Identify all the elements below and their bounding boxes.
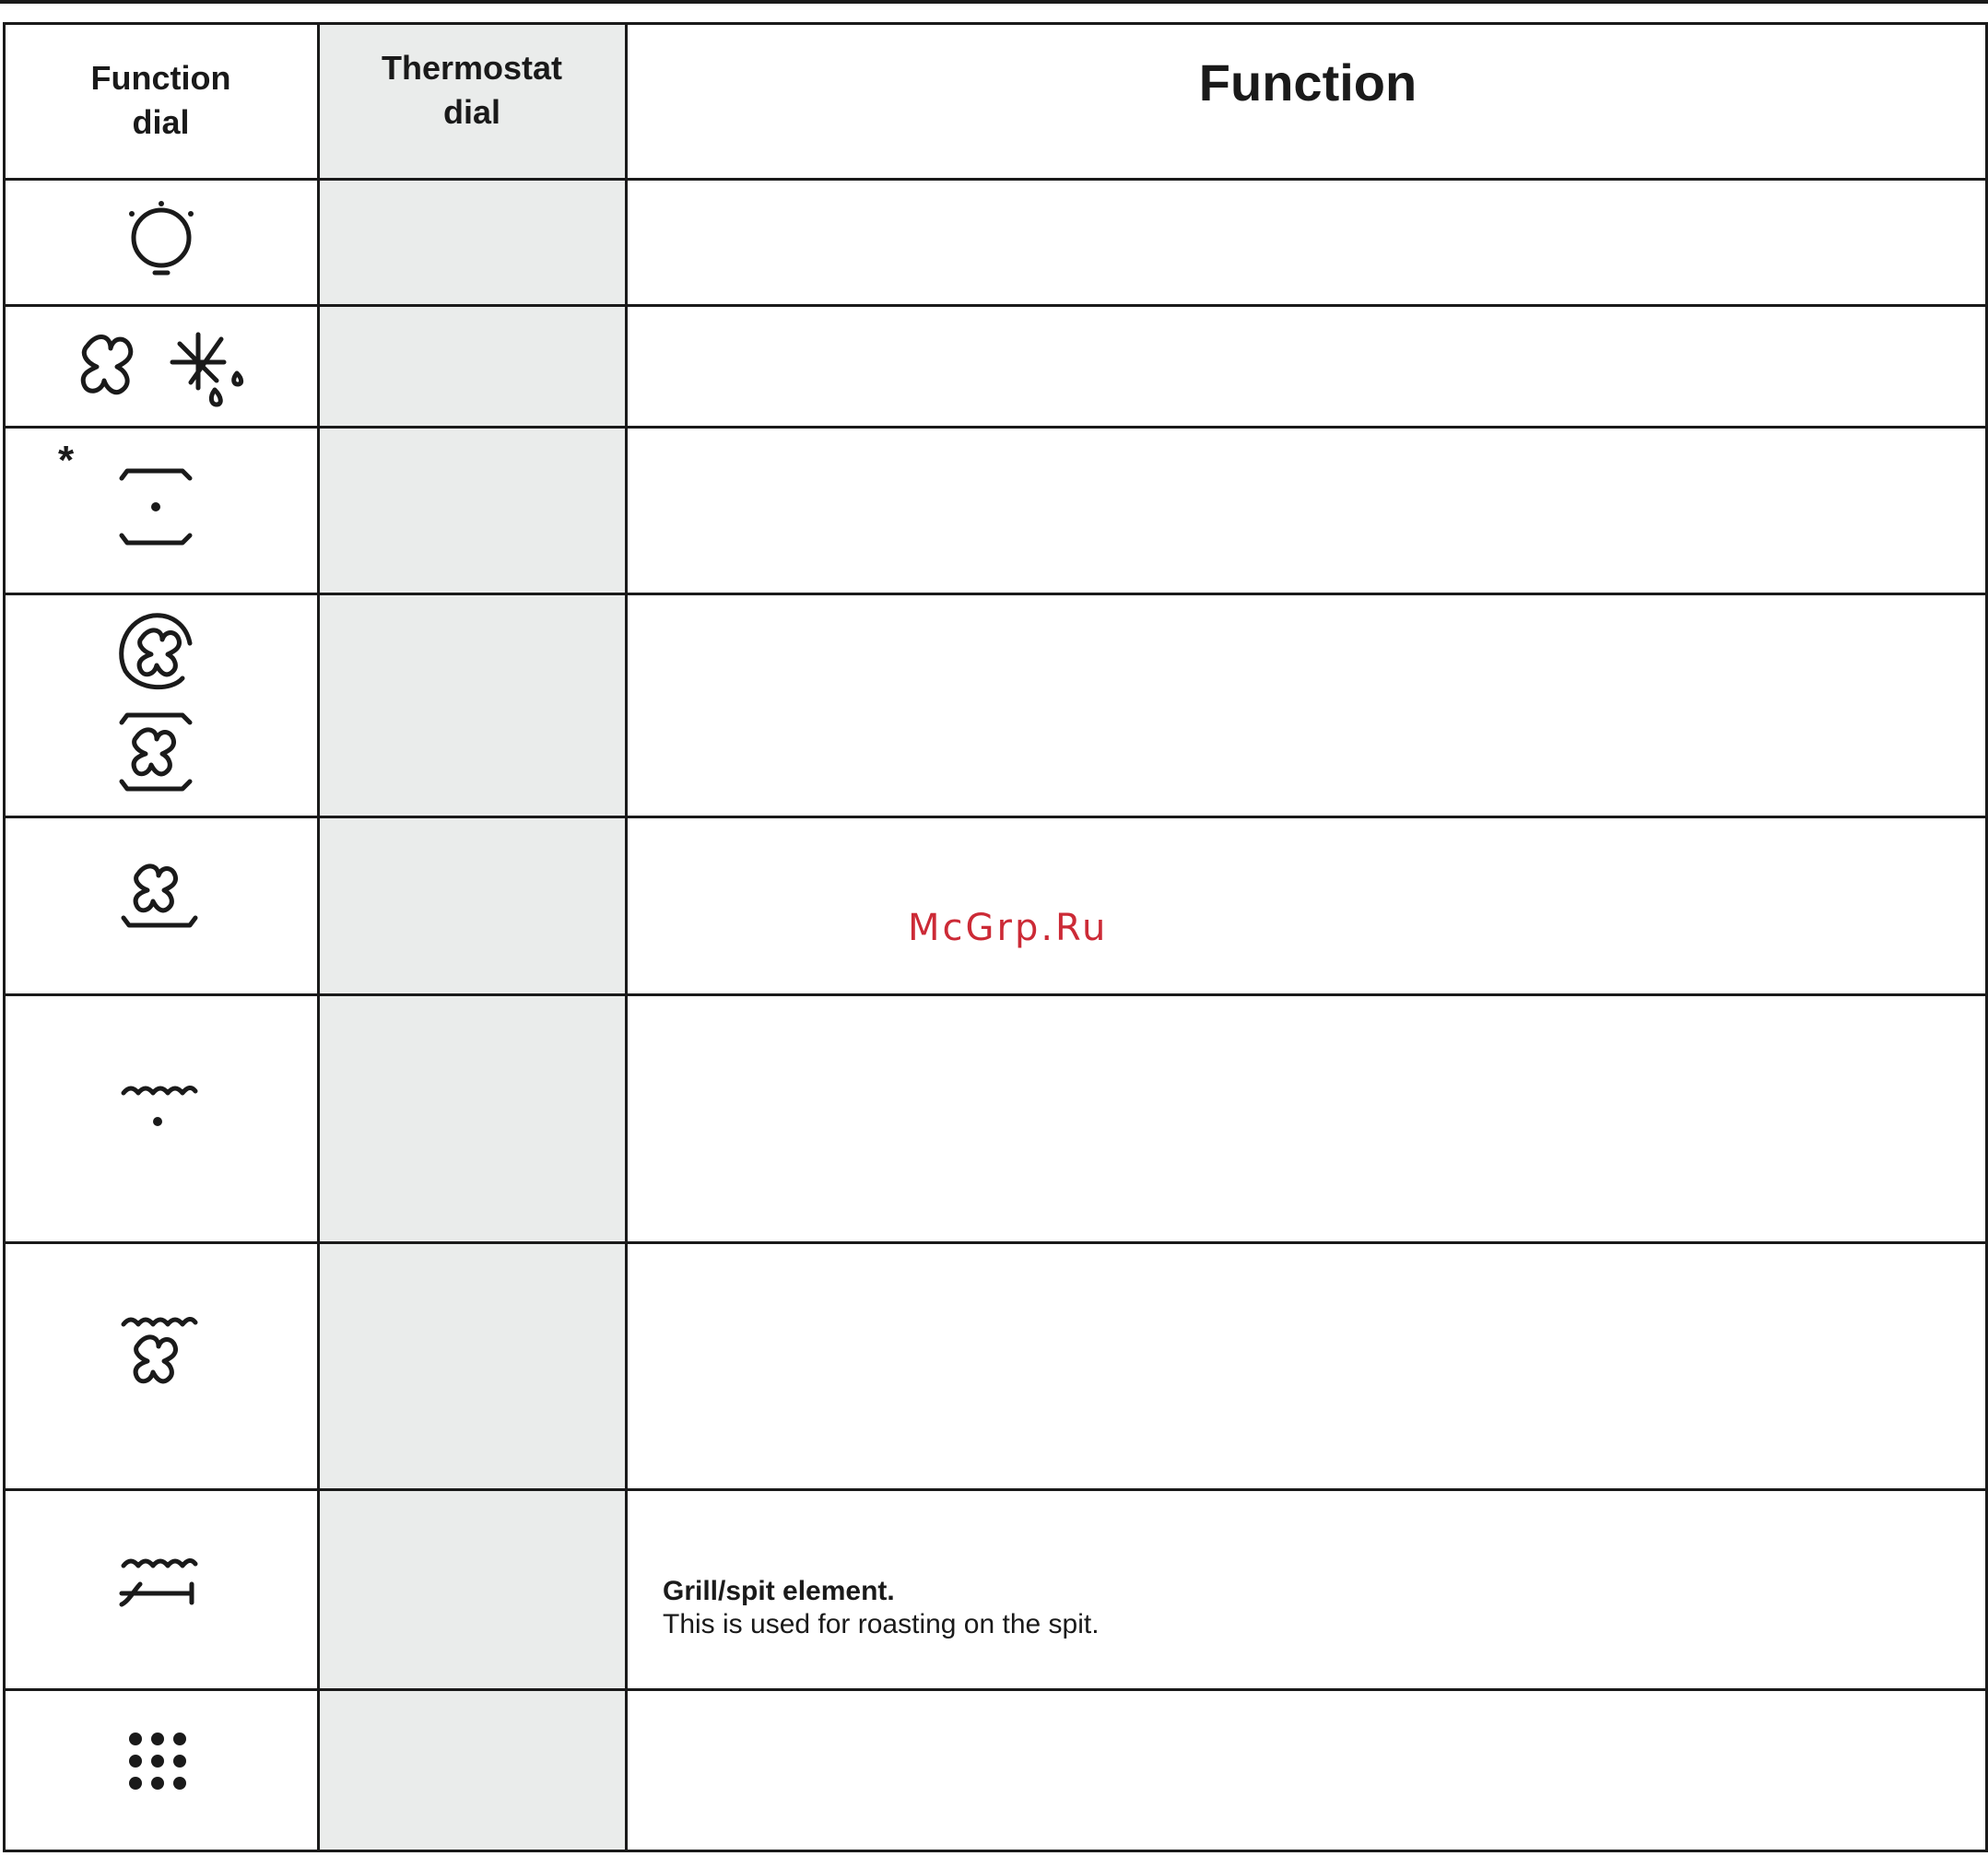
table-row [3, 429, 319, 593]
fan-grill-icon [120, 1313, 203, 1396]
table-row [3, 181, 319, 304]
function-title: Grill/spit element. [663, 1576, 895, 1606]
table-border-bottom [3, 1850, 1988, 1852]
function-body: This is used for roasting on the spit. [663, 1609, 1100, 1639]
header-thermostat-dial-line2: dial [442, 93, 500, 131]
header-thermostat-dial [319, 22, 625, 179]
lamp-icon [120, 201, 203, 284]
grill-icon [120, 1082, 203, 1137]
header-function-dial-line1: Function [90, 59, 231, 97]
watermark: McGrp.Ru [908, 907, 1109, 949]
table-row [3, 1244, 319, 1488]
thermostat-column-shade [319, 22, 625, 1852]
table-row [3, 818, 319, 993]
header-function: Function [1198, 53, 1417, 112]
fan-icon [69, 325, 253, 408]
defrost-icon [172, 335, 241, 405]
top-rule [0, 0, 1988, 4]
asterisk-note: * [58, 438, 75, 483]
grill-spit-icon [120, 1556, 203, 1612]
table-row [3, 595, 319, 816]
table-row [3, 996, 319, 1241]
table-row-description [628, 1491, 1988, 1688]
header-function-dial-line2: dial [132, 103, 190, 141]
table-row [3, 307, 319, 426]
header-function-dial [3, 22, 319, 179]
fan-bottom-icon [120, 857, 203, 931]
pyrolytic-dots-icon [128, 1732, 194, 1798]
table-row [3, 1691, 319, 1850]
fan-top-bottom-icon [118, 711, 201, 794]
table-row [3, 1491, 319, 1688]
fan-ring-icon [118, 612, 201, 695]
conventional-heat-icon [118, 467, 201, 548]
header-thermostat-dial-line1: Thermostat [381, 49, 563, 87]
